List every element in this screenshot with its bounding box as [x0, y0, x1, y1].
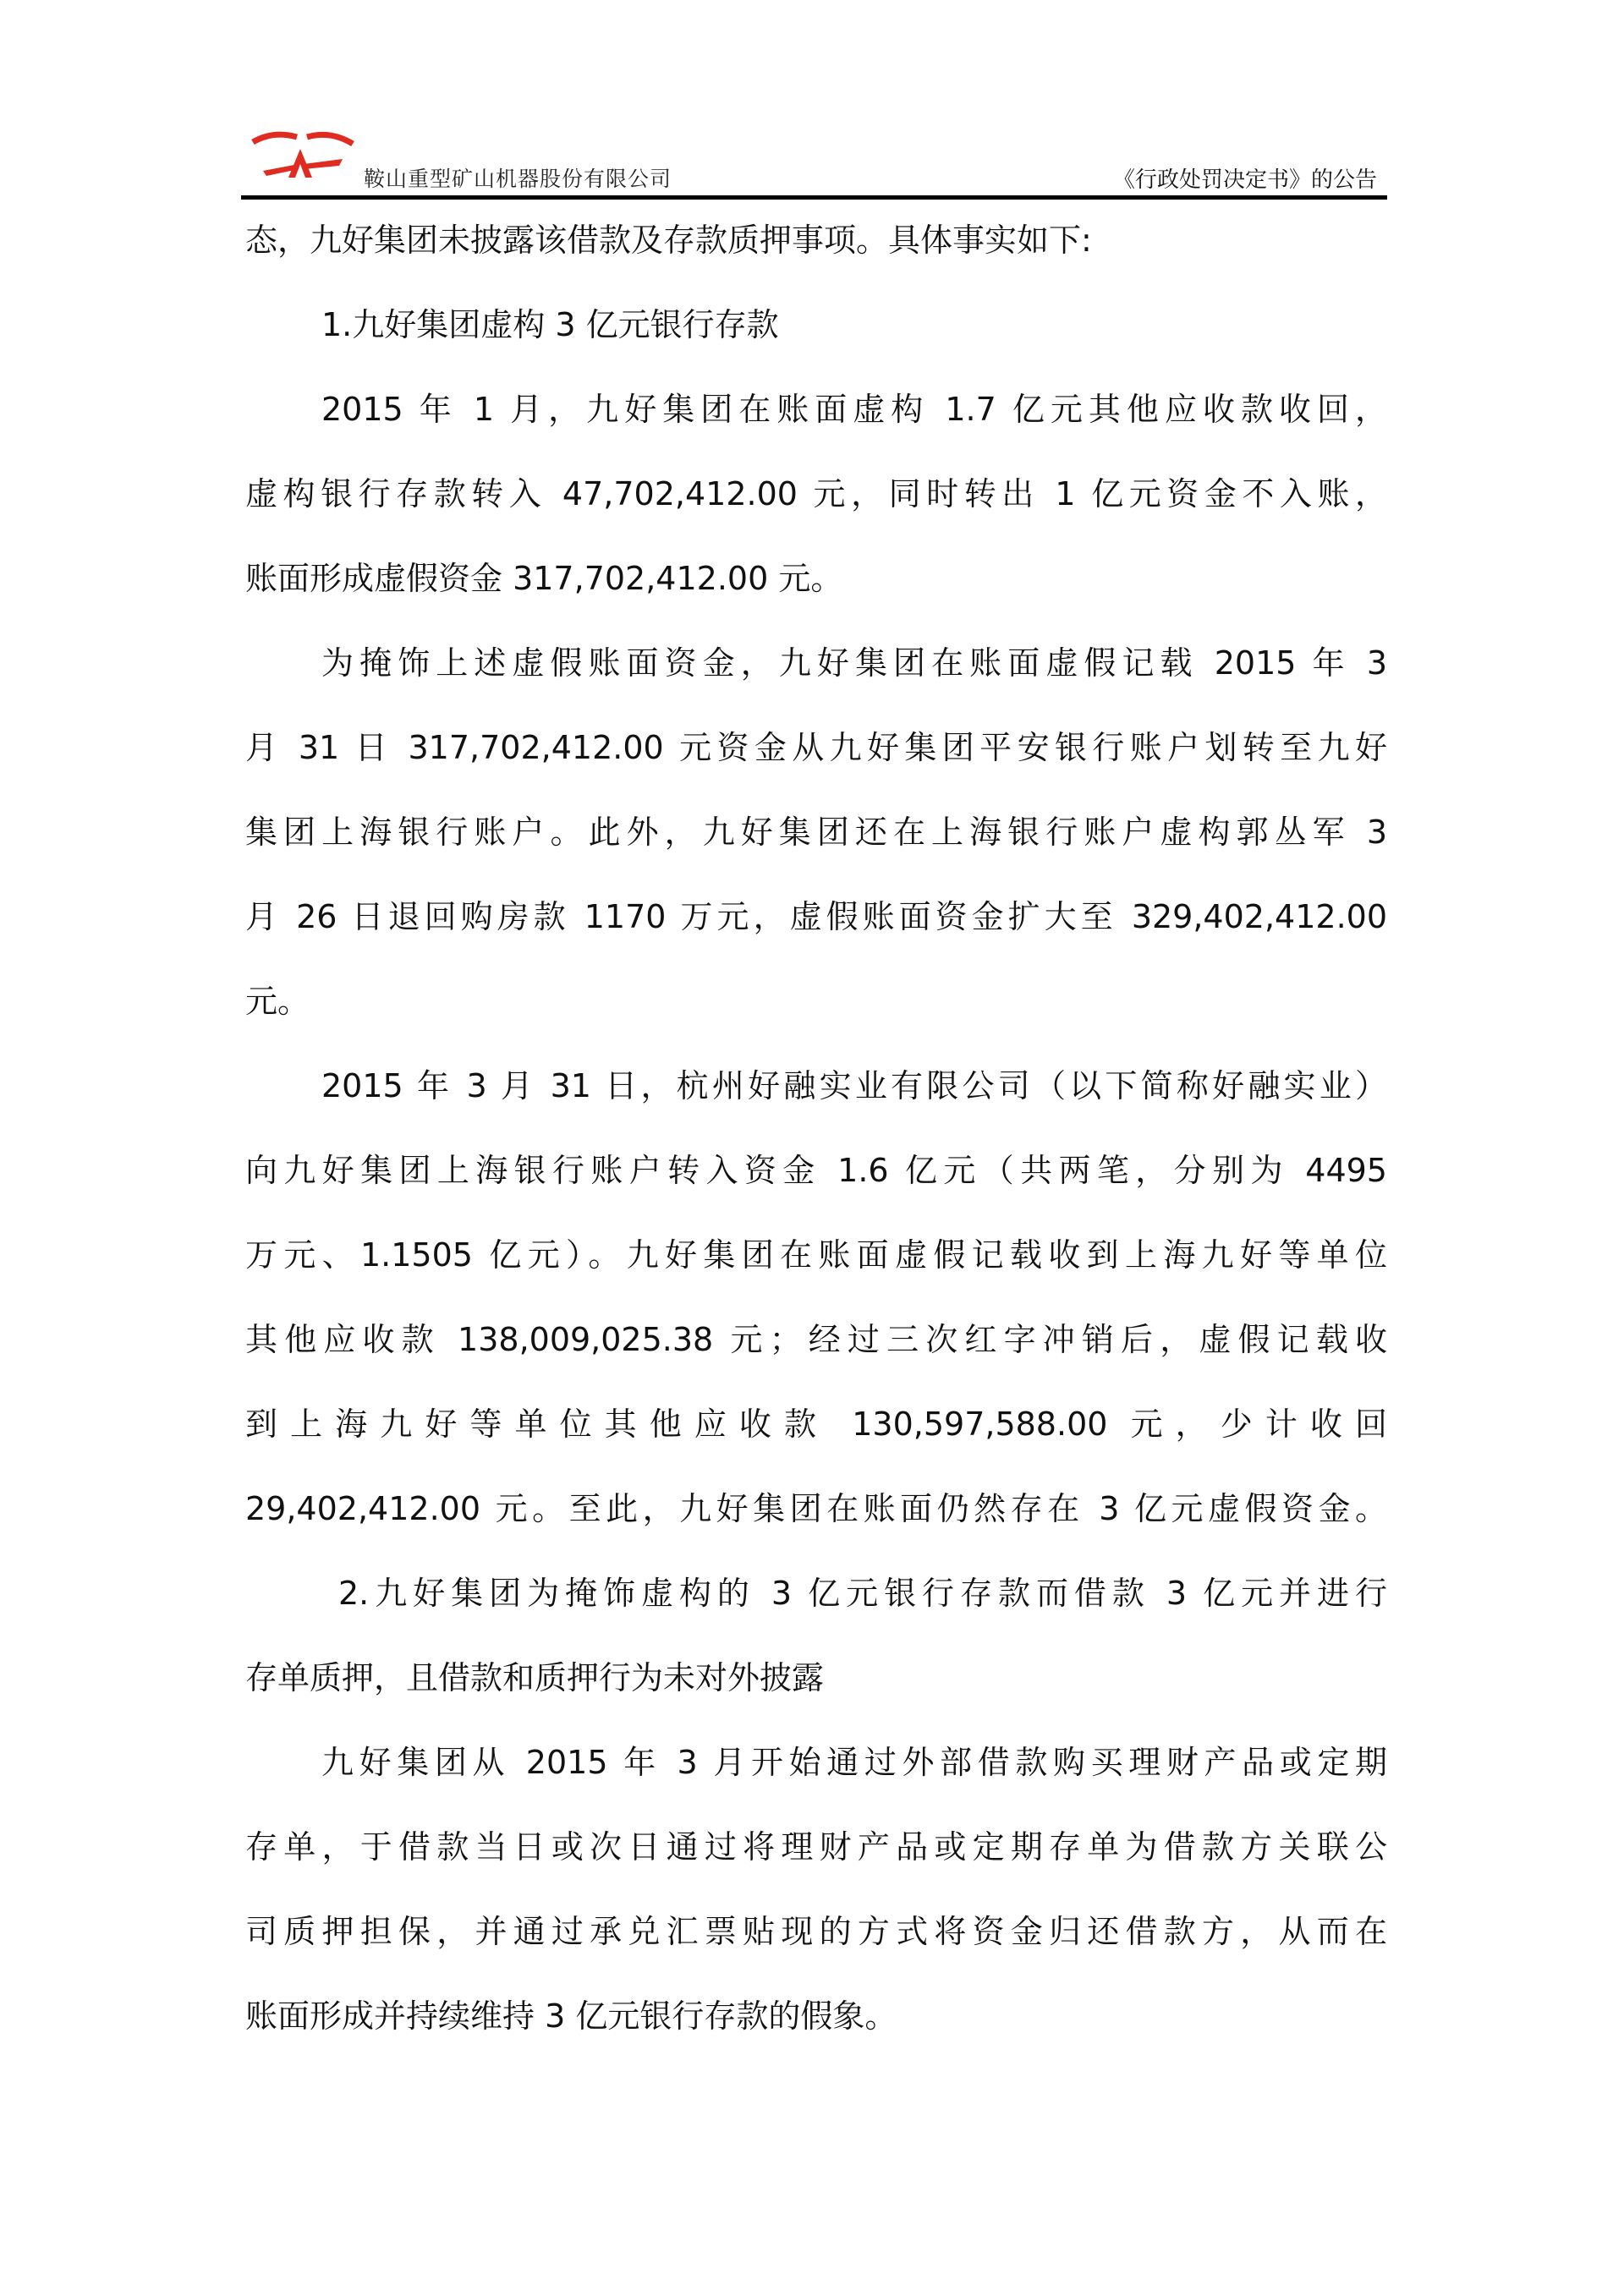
body-line: 月 31 日 317,702,412.00 元资金从九好集团平安银行账户划转至九好: [245, 729, 1387, 766]
body-line: 月 26 日退回购房款 1170 万元，虚假账面资金扩大至 329,402,412.00: [245, 898, 1387, 935]
body-line: 到上海九好等单位其他应收款 130,597,588.00 元，少计收回: [245, 1406, 1387, 1443]
company-logo-icon: [248, 127, 358, 184]
body-line: 虚构银行存款转入 47,702,412.00 元，同时转出 1 亿元资金不入账，: [245, 475, 1387, 512]
body-line: 2.九好集团为掩饰虚构的 3 亿元银行存款而借款 3 亿元并进行: [338, 1575, 1387, 1612]
body-line: 九好集团从 2015 年 3 月开始通过外部借款购买理财产品或定期: [321, 1744, 1387, 1781]
body-line: 向九好集团上海银行账户转入资金 1.6 亿元（共两笔，分别为 4495: [245, 1152, 1387, 1189]
body-line: 存单质押，且借款和质押行为未对外披露: [245, 1659, 825, 1696]
body-line: 为掩饰上述虚假账面资金，九好集团在账面虚假记载 2015 年 3: [321, 644, 1387, 682]
notice-title: 《行政处罚决定书》的公告: [1112, 167, 1377, 193]
body-line: 账面形成虚假资金 317,702,412.00 元。: [245, 560, 843, 597]
body-line: 万元、1.1505 亿元）。九好集团在账面虚假记载收到上海九好等单位: [245, 1236, 1387, 1274]
body-line: 司质押担保，并通过承兑汇票贴现的方式将资金归还借款方，从而在: [245, 1913, 1387, 1950]
body-line: 29,402,412.00 元。至此，九好集团在账面仍然存在 3 亿元虚假资金。: [245, 1490, 1387, 1527]
body-line: 2015 年 1 月，九好集团在账面虚构 1.7 亿元其他应收款收回，: [321, 391, 1387, 428]
company-name: 鞍山重型矿山机器股份有限公司: [364, 167, 672, 191]
body-line: 态，九好集团未披露该借款及存款质押事项。具体事实如下:: [245, 222, 1092, 259]
body-line: 账面形成并持续维持 3 亿元银行存款的假象。: [245, 1997, 897, 2035]
body-line: 1.九好集团虚构 3 亿元银行存款: [321, 306, 779, 343]
body-line: 2015 年 3 月 31 日，杭州好融实业有限公司（以下简称好融实业）: [321, 1067, 1387, 1104]
body-line: 元。: [245, 983, 310, 1020]
page-header: [241, 118, 1387, 200]
header-divider: [241, 195, 1387, 200]
body-line: 集团上海银行账户。此外，九好集团还在上海银行账户虚构郭丛军 3: [245, 814, 1387, 851]
body-line: 其他应收款 138,009,025.38 元；经过三次红字冲销后，虚假记载收: [245, 1321, 1387, 1358]
body-line: 存单，于借款当日或次日通过将理财产品或定期存单为借款方关联公: [245, 1828, 1387, 1866]
